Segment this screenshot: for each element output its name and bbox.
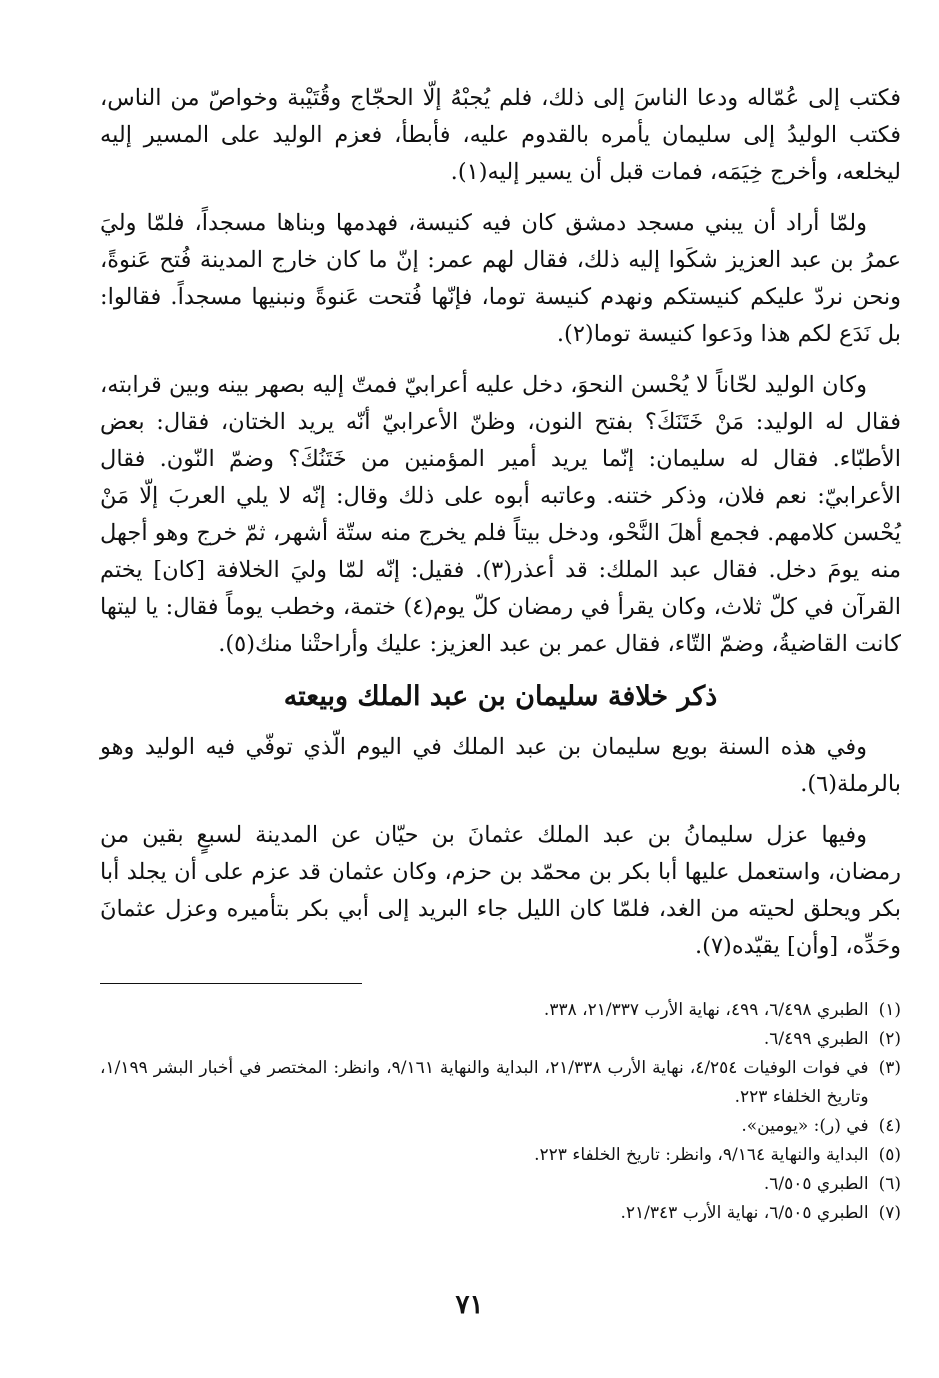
footnote-number: (٤) bbox=[878, 1116, 901, 1136]
footnote-number: (٢) bbox=[878, 1029, 901, 1049]
footnote bbox=[100, 1170, 901, 1199]
footnote bbox=[100, 1025, 901, 1054]
footnote-text: في فوات الوفيات ٤/٢٥٤، نهاية الأرب ٢١/٣٣٨، البداية والنهاية ٩/١٦١، وانظر: المختصر في أخبار البشر ١/١٩٩، وتاريخ الخلفاء ٢٢٣. bbox=[100, 1058, 869, 1107]
paragraph: وكان الوليد لحّاناً لا يُحْسن النحوَ، دخل عليه أعرابيّ فمتّ إليه بصهر بينه وبين قرابته، فقال له الوليد: مَنْ خَتَنَكَ؟ بفتح النون، وظنّ الأعرابيّ أنّه يريد الختان، فقال: بعض الأطبّاء. فقال له سليمان: إنّما يريد أمير المؤمنين من خَتَنُكَ؟ وضمّ النّون. فقال الأعرابيّ: نعم فلان، وذكر ختنه. وعاتبه أبوه على ذلك وقال: إنّه لا يلي العربَ إلّا مَنْ يُحْسن كلامهم. فجمع أهلَ النَّحْو، ودخل بيتاً فلم يخرج منه ستّة أشهر، ثمّ خرج وهو أجهل منه يومَ دخل. فقال عبد الملك: قد أعذر(٣). فقيل: إنّه لمّا وليَ الخلافة [كان] يختم القرآن في كلّ ثلاث، وكان يقرأ في رمضان كلّ يوم(٤) ختمة، وخطب يوماً فقال: يا ليتها كانت القاضيةُ، وضمّ التّاء، فقال عمر بن عبد العزيز: عليك وأراحتْنا منك(٥). bbox=[100, 372, 901, 657]
paragraph: وفيها عزل سليمانُ بن عبد الملك عثمانَ بن حيّان عن المدينة لسبعٍ بقين من رمضان، واستعمل عليها أبا بكر بن محمّد بن حزم، وكان عثمان قد عزم على أن يجلد أبا بكر ويحلق لحيته من الغد، فلمّا كان الليل جاء البريد إلى أبي بكر بتأميره وعزل عثمانَ وحَدِّه، [وأن] يقيّده(٧). bbox=[100, 822, 901, 959]
footnote-number: (٦) bbox=[878, 1174, 901, 1194]
footnote-text: الطبري ٦/٥٠٥، نهاية الأرب ٢١/٣٤٣. bbox=[620, 1203, 869, 1223]
paragraph: وفي هذه السنة بويع سليمان بن عبد الملك في اليوم الّذي توفّي فيه الوليد وهو بالرملة(٦). bbox=[100, 734, 901, 797]
footnote-number: (١) bbox=[878, 1000, 901, 1020]
footnote-number: (٣) bbox=[878, 1058, 901, 1078]
footnote-text: الطبري ٦/٤٩٨، ٤٩٩، نهاية الأرب ٢١/٣٣٧، ٣٣٨. bbox=[543, 1000, 869, 1020]
footnote bbox=[100, 996, 901, 1025]
footnotes bbox=[100, 996, 901, 1228]
footnote-text: في (ر): «يومين». bbox=[741, 1116, 869, 1136]
footnote bbox=[100, 1199, 901, 1228]
footnote bbox=[100, 1112, 901, 1141]
section-heading: ذكر خلافة سليمان بن عبد الملك وبيعته bbox=[283, 681, 718, 712]
footnote-text: البداية والنهاية ٩/١٦٤، وانظر: تاريخ الخلفاء ٢٢٣. bbox=[534, 1145, 869, 1165]
main-text bbox=[100, 80, 901, 663]
footnote-text: الطبري ٦/٥٠٥. bbox=[763, 1174, 869, 1194]
page-number: ٧١ bbox=[455, 1290, 484, 1320]
footnote-text: الطبري ٦/٤٩٩. bbox=[763, 1029, 869, 1049]
paragraph: فكتب إلى عُمّاله ودعا الناسَ إلى ذلك، فلم يُجبْهُ إلّا الحجّاج وقُتَيْبة وخواصّ من الناس، فكتب الوليدُ إلى سليمان يأمره بالقدوم عليه، فأبطأ، فعزم الوليد على المسير إليه ليخلعه، وأخرج خِيَمَه، فمات قبل أن يسير إليه(١). bbox=[100, 85, 901, 185]
footnote-divider bbox=[100, 983, 362, 984]
footnote-number: (٥) bbox=[878, 1145, 901, 1165]
footnote bbox=[100, 1141, 901, 1170]
footnote bbox=[100, 1054, 901, 1112]
section-text bbox=[100, 729, 901, 965]
footnote-number: (٧) bbox=[878, 1203, 901, 1223]
paragraph: ولمّا أراد أن يبني مسجد دمشق كان فيه كنيسة، فهدمها وبناها مسجداً، فلمّا وليَ عمرُ بن عبد العزيز شكَوا إليه ذلك، فقال لهم عمر: إنّ ما كان خارج المدينة فُتح عَنوةً، ونحن نردّ عليكم كنيستكم ونهدم كنيسة توما، فإنّها فُتحت عَنوةً ونبنيها مسجداً. فقالوا: بل نَدَع لكم هذا ودَعوا كنيسة توما(٢). bbox=[100, 210, 901, 347]
